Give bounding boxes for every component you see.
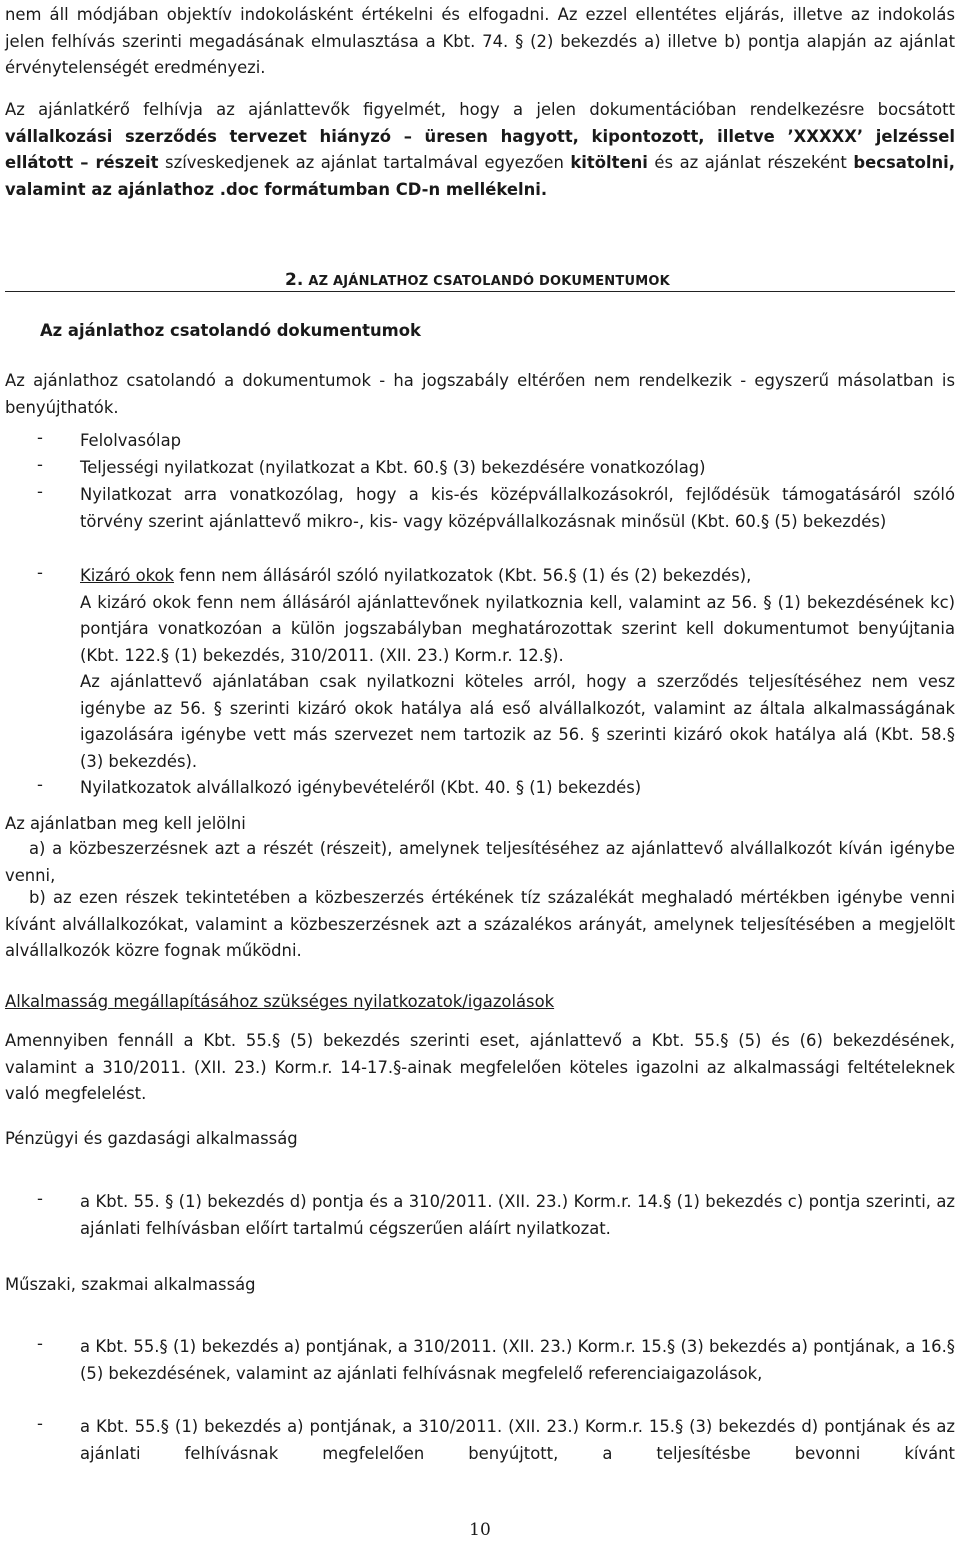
list-item-text: a Kbt. 55.§ (1) bekezdés a) pontjának, a 310/2011. (XII. 23.) Korm.r. 15.§ (3) bekezdés a) pontjának, a 16.§ (5) bekezdésének, valamint az ajánlati felhívásnak megfelelő referenciaigazolások, [80,1337,955,1383]
section-subtitle: Az ajánlathoz csatolandó dokumentumok [40,321,421,340]
list-item-text: Teljességi nyilatkozat (nyilatkozat a Kbt. 60.§ (3) bekezdésére vonatkozólag) [80,458,706,477]
list-dash: - [37,1334,43,1353]
list-dash: - [37,1189,43,1208]
list-item-text [80,563,955,590]
marking-a: a) a közbeszerzésnek azt a részét (részeit), amelynek teljesítéséhez az ajánlattevő alvállalkozót kíván igénybe venni, [5,839,955,885]
section-divider [5,291,955,292]
section-title: AZ AJÁNLATHOZ CSATOLANDÓ DOKUMENTUMOK [308,274,670,289]
suitability-heading: Alkalmasság megállapításához szükséges nyilatkozatok/igazolások [5,992,555,1011]
notice-bold-d: kitölteni [570,153,648,172]
exclusion-grounds-link: Kizáró okok [80,566,175,585]
exclusion-grounds-text: fenn nem állásáról szóló nyilatkozatok (Kbt. 56.§ (1) és (2) bekezdés), [174,566,752,585]
list-item-text: a Kbt. 55. § (1) bekezdés d) pontja és a 310/2011. (XII. 23.) Korm.r. 14.§ (1) bekezdés c) pontja szerinti, az ajánlati felhívásban előírt tartalmú cégszerűen aláírt nyilatkozat. [80,1192,955,1238]
marking-b: b) az ezen részek tekintetében a közbeszerzés értékének tíz százalékát meghaladó mértékben igénybe venni kívánt alvállalkozókat, valamint a közbeszerzésnek azt a százalékos arányát, amelynek teljesítésében a megjelölt alvállalkozók közre fognak működni. [5,888,955,960]
notice-bold-b: vállalkozási szerződés tervezet hiányzó – üresen hagyott, kipontozott, illetve ’XXXXX’ jelzéssel ellátott – részeit [5,126,955,172]
technical-heading: Műszaki, szakmai alkalmasság [5,1275,256,1294]
suitability-text: Amennyiben fennáll a Kbt. 55.§ (5) bekezdés szerinti eset, ajánlattevő a Kbt. 55.§ (5) és (6) bekezdésének, valamint a 310/2011. (XII. 23.) Korm.r. 14-17.§-ainak megfelelően köteles igazolni az alkalmassági feltételeknek való megfelelést. [5,1031,955,1103]
list-item-text: Nyilatkozat arra vonatkozólag, hogy a kis-és középvállalkozásokról, fejlődésük támogatásáról szóló törvény szerint ajánlattevő mikro-, kis- vagy középvállalkozásnak minősül (Kbt. 60.§ (5) bekezdés) [80,485,955,531]
list-dash: - [37,428,43,447]
page-number: 10 [469,1520,491,1540]
notice-text-a: Az ajánlatkérő felhívja az ajánlattevők figyelmét, hogy a jelen dokumentációban rendelkezésre bocsátott [5,100,955,119]
list-item [5,455,955,482]
list-dash: - [37,455,43,474]
notice-text-e: és az ajánlat részeként [647,153,854,172]
list-dash: - [37,1414,43,1433]
list-item [5,428,955,455]
list-item [5,563,955,775]
section-number: 2. [285,270,304,290]
marking-lead: Az ajánlatban meg kell jelölni [5,814,246,833]
list-item [5,1189,955,1242]
financial-heading: Pénzügyi és gazdasági alkalmasság [5,1129,298,1148]
list-dash: - [37,482,43,501]
list-dash: - [37,775,43,794]
list-item-continuation: Az ajánlattevő ajánlatában csak nyilatkozni köteles arról, hogy a szerződés teljesítéséhez nem vesz igénybe az 56. § szerinti kizáró okok hatálya alá eső alvállalkozót, valamint az általa alkalmasságának igazolására igénybe vett más szervezet nem tartozik az 56. § szerinti kizáró okok hatálya alá (Kbt. 58.§ (3) bekezdés). [80,672,955,771]
list-item [5,482,955,535]
notice-paragraph [5,97,955,203]
list-item-text: a Kbt. 55.§ (1) bekezdés a) pontjának, a 310/2011. (XII. 23.) Korm.r. 15.§ (3) bekezdés d) pontjának és az ajánlati felhívásnak megfelelően benyújtott, a teljesítésbe bevonni kívánt [80,1417,955,1463]
list-item [5,775,955,802]
list-item [5,1334,955,1387]
section-heading [285,270,670,290]
list-dash: - [37,563,43,582]
list-item-text: Nyilatkozatok alvállalkozó igénybevételéről (Kbt. 40. § (1) bekezdés) [80,778,642,797]
list-item [5,1414,955,1467]
list-item-text: Felolvasólap [80,431,182,450]
list-item-continuation: A kizáró okok fenn nem állásáról ajánlattevőnek nyilatkoznia kell, valamint az 56. § (1) bekezdésének kc) pontjára vonatkozóan a külön jogszabályban meghatározottak szerint kell dokumentumot benyújtania (Kbt. 122.§ (1) bekezdés, 310/2011. (XII. 23.) Korm.r. 12.§). [80,592,955,665]
notice-text-c: szíveskedjenek az ajánlat tartalmával egyezően [158,153,571,172]
notice-bold-f: becsatolni, valamint az ajánlathoz .doc formátumban CD-n mellékelni. [5,153,955,199]
intro-paragraph: nem áll módjában objektív indokolásként értékelni és elfogadni. Az ezzel ellentétes eljárás, illetve az indokolás jelen felhívás szerinti megadásának elmulasztása a Kbt. 74. § (2) bekezdés a) illetve b) pontja alapján az ajánlat érvénytelenségét eredményezi. [5,5,955,77]
section-intro: Az ajánlathoz csatolandó a dokumentumok - ha jogszabály eltérően nem rendelkezik - egyszerű másolatban is benyújthatók. [5,371,955,417]
